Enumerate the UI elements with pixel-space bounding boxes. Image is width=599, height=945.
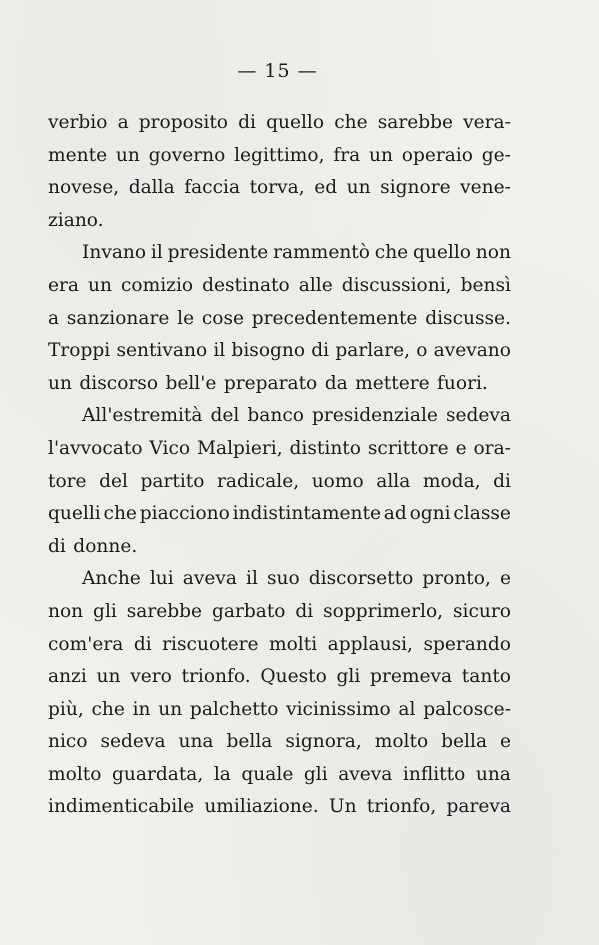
text-line: Invano il presidente rammentò che quello non [82,242,511,264]
text-line: quelli che piacciono indistintamente ad ogni classe [48,503,511,525]
body-text [48,107,511,824]
page-number: — 15 — [237,60,318,82]
paragraph [48,237,511,400]
text-line: Anche lui aveva il suo discorsetto pronto, e [82,568,511,590]
text-line: mente un governo legittimo, fra un operaio ge- [48,144,511,166]
text-line: un discorso bell'e preparato da mettere fuori. [48,372,488,394]
text-line: a sanzionare le cose precedentemente discusse. [48,307,511,329]
text-line: com'era di riscuotere molti applausi, sperando [48,633,511,655]
text-line: indimenticabile umiliazione. Un trionfo, pareva [48,796,511,818]
text-line: nico sedeva una bella signora, molto bella e [48,731,511,753]
text-line: l'avvocato Vico Malpieri, distinto scrittore e ora- [48,437,511,459]
text-line: anzi un vero trionfo. Questo gli premeva tanto [48,666,511,688]
paragraph [48,400,511,563]
text-line: molto guardata, la quale gli aveva inflitto una [48,763,511,785]
text-line: non gli sarebbe garbato di sopprimerlo, sicuro [48,600,511,622]
text-line: era un comizio destinato alle discussioni, bensì [48,274,511,296]
text-line: verbio a proposito di quello che sarebbe vera- [48,112,511,133]
text-line: ziano. [48,209,104,231]
text-line: più, che in un palchetto vicinissimo al palcosce- [48,698,511,720]
text-line: All'estremità del banco presidenziale sedeva [82,405,511,427]
text-line: novese, dalla faccia torva, ed un signore vene- [48,177,511,199]
paragraph [48,563,511,824]
paragraph [48,107,511,237]
text-line: tore del partito radicale, uomo alla moda, di [48,470,511,492]
text-line: Troppi sentivano il bisogno di parlare, o avevano [48,340,511,362]
text-line: di donne. [48,535,138,557]
